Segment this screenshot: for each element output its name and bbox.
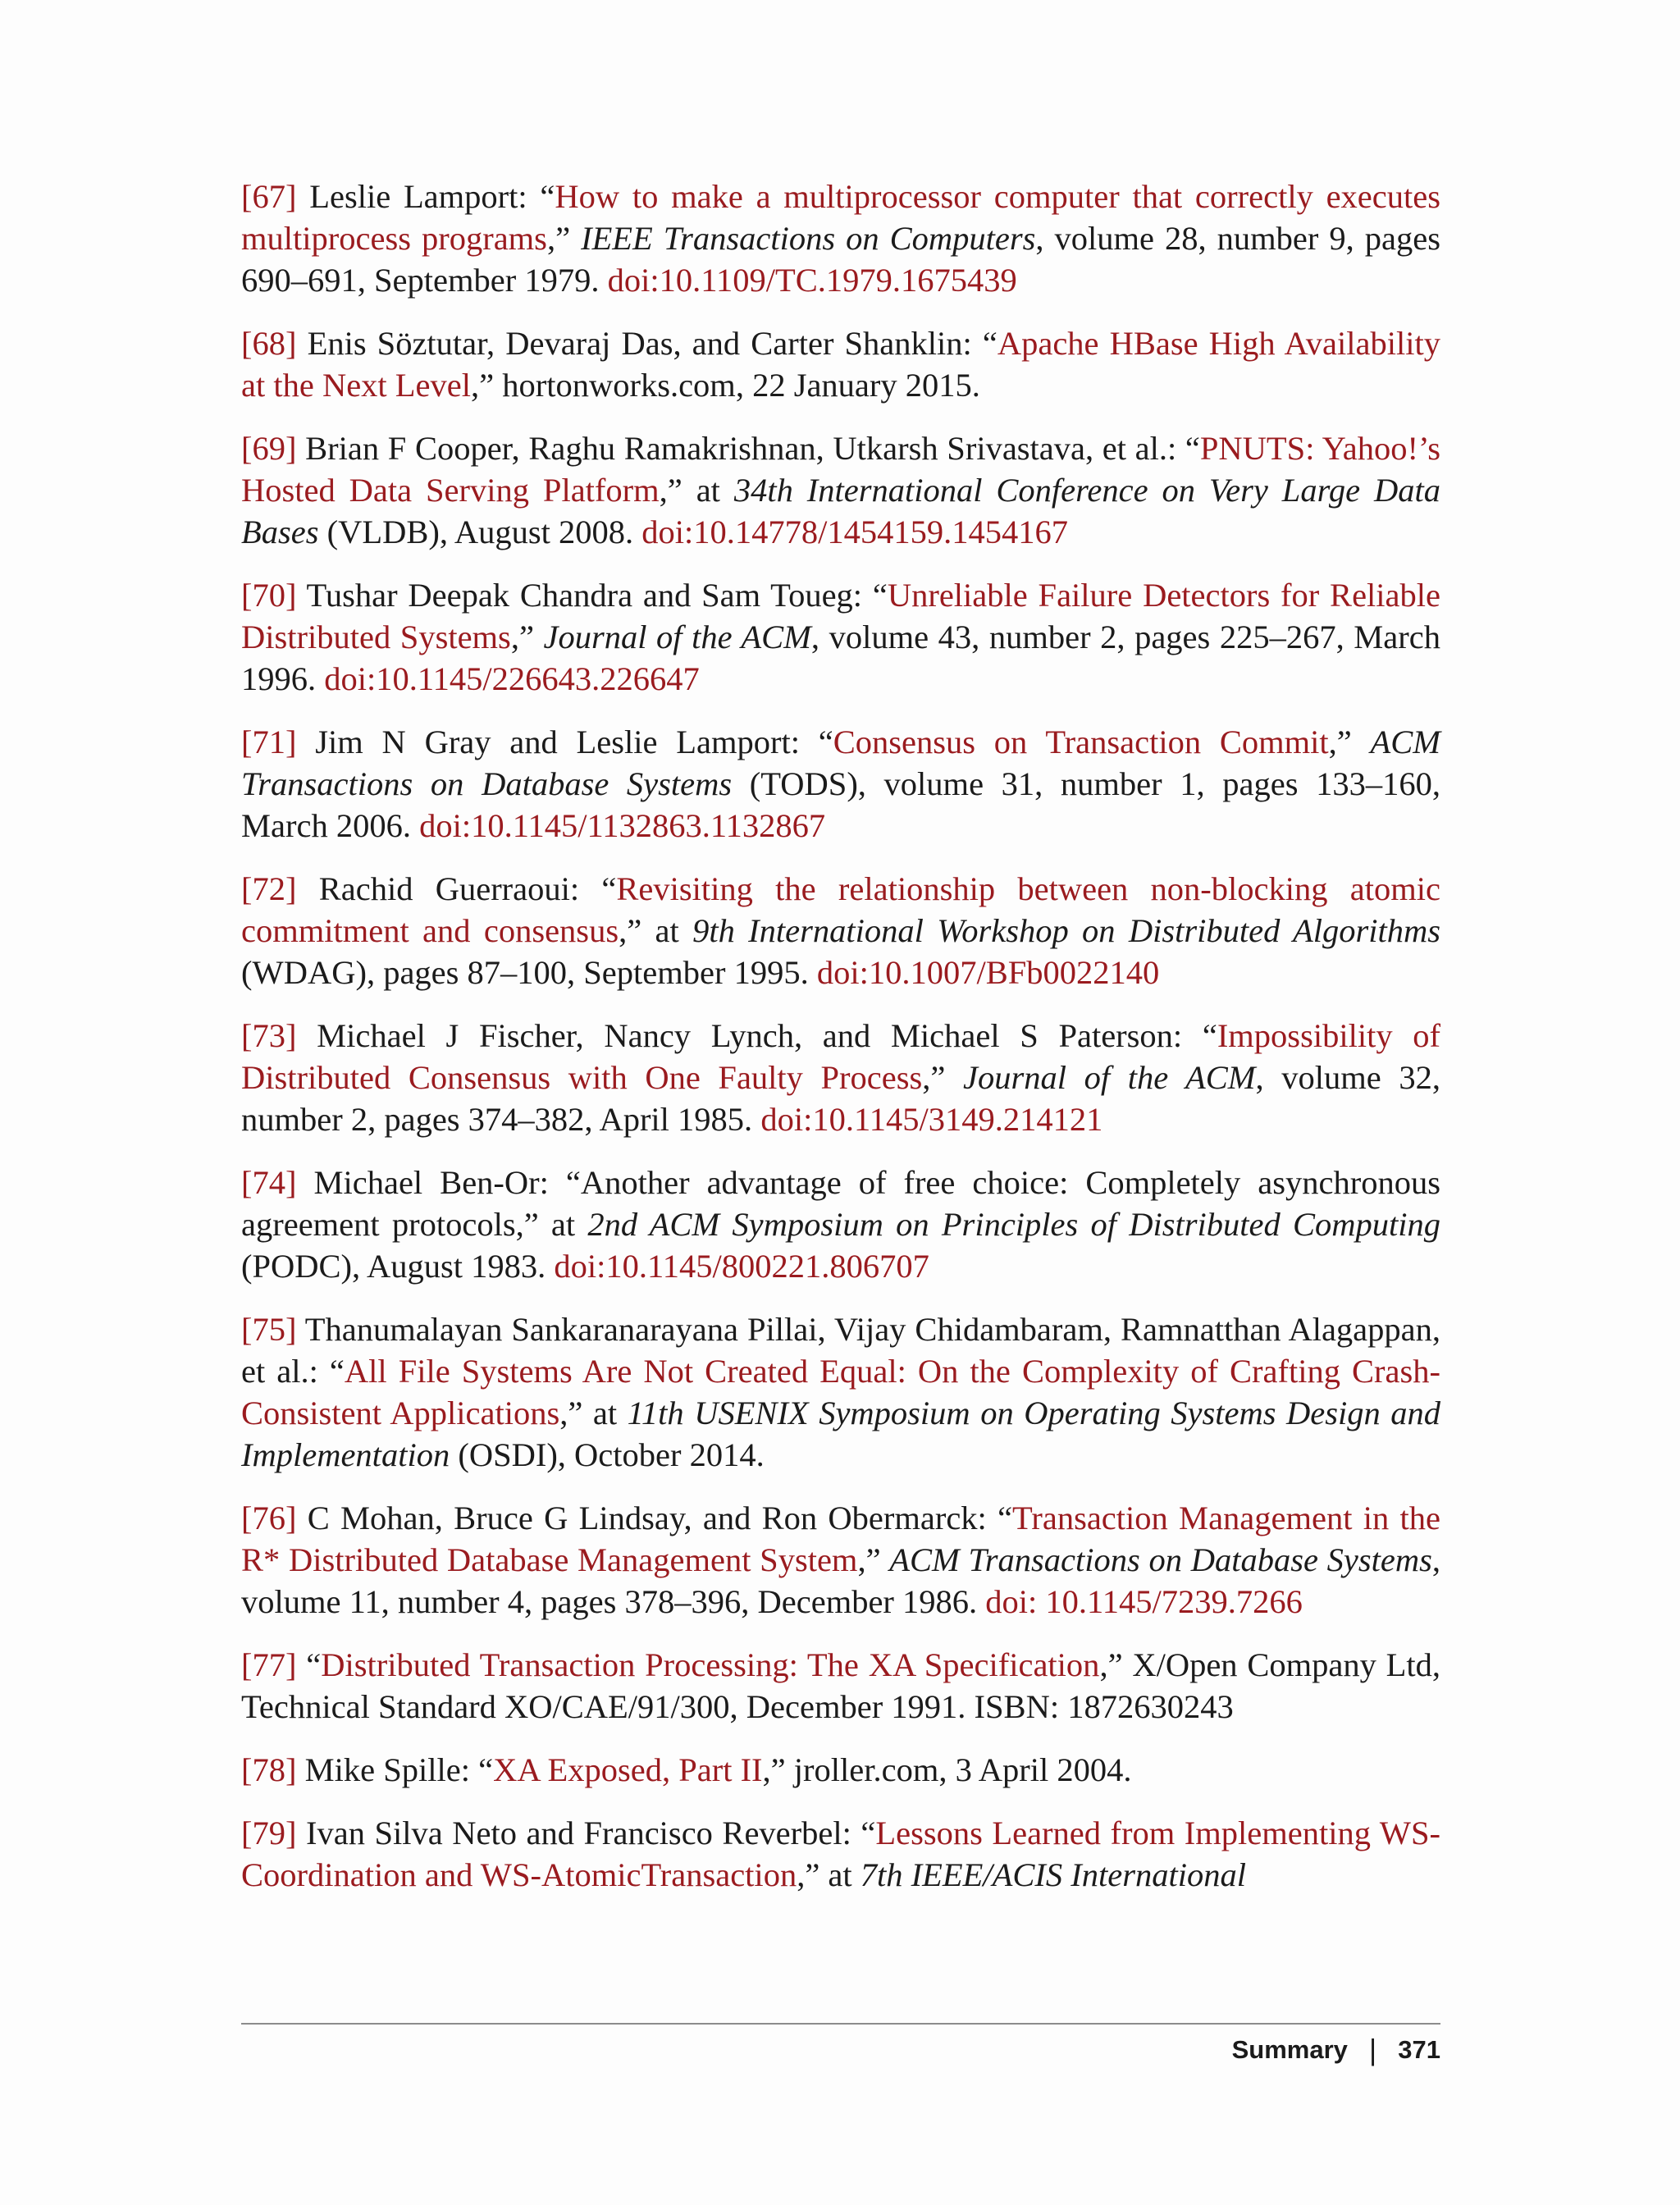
reference-entry (241, 1308, 1440, 1476)
reference-entry (241, 322, 1440, 406)
reference-text: Michael Ben-Or: “Another advantage of free choice: Completely asynchronous agreement protocols,” at (241, 1164, 1440, 1243)
reference-text: Ivan Silva Neto and Francisco Reverbel: “ (306, 1815, 876, 1851)
reference-text: ,” (857, 1541, 890, 1578)
footer-rule (241, 2023, 1440, 2025)
reference-number-link[interactable]: [72] (241, 870, 297, 907)
reference-entry (241, 1015, 1440, 1140)
reference-venue: 34th International Conference on Very Large Data Bases (241, 472, 1440, 550)
reference-number-link[interactable]: [68] (241, 325, 297, 362)
reference-venue: Journal of the ACM (543, 619, 811, 655)
reference-number-link[interactable]: [75] (241, 1311, 297, 1348)
reference-number-link[interactable]: [79] (241, 1815, 297, 1851)
reference-text: , volume 11, number 4, pages 378–396, December 1986. (241, 1541, 1441, 1620)
reference-link[interactable]: Transaction Management in the R* Distributed Database Management System (241, 1500, 1440, 1578)
reference-venue: ACM Transactions on Database Systems (889, 1541, 1432, 1578)
reference-link[interactable]: Lessons Learned from Implementing WS-Coordination and WS-AtomicTransaction (241, 1815, 1440, 1893)
reference-text: ,” hortonworks.com, 22 January 2015. (471, 367, 980, 404)
reference-entry (241, 1497, 1440, 1623)
reference-text: Mike Spille: “ (304, 1751, 494, 1788)
reference-link[interactable]: PNUTS: Yahoo!’s Hosted Data Serving Platform (241, 430, 1441, 509)
reference-list (241, 176, 1440, 1917)
reference-link[interactable]: Revisiting the relationship between non-blocking atomic commitment and consensus (241, 870, 1440, 949)
footer-separator: | (1368, 2033, 1377, 2066)
reference-link[interactable]: doi:10.14778/1454159.1454167 (641, 514, 1069, 550)
reference-entry (241, 574, 1440, 700)
reference-entry (241, 1812, 1440, 1896)
reference-text: C Mohan, Bruce G Lindsay, and Ron Obermarck: “ (307, 1500, 1013, 1536)
reference-text: ,” jroller.com, 3 April 2004. (762, 1751, 1132, 1788)
reference-entry (241, 1749, 1440, 1791)
reference-entry (241, 868, 1440, 993)
reference-text: ,” at (659, 472, 734, 509)
reference-text: Brian F Cooper, Raghu Ramakrishnan, Utkarsh Srivastava, et al.: “ (305, 430, 1200, 467)
reference-text: (OSDI), October 2014. (450, 1436, 765, 1473)
reference-venue: 9th International Workshop on Distributed Algorithms (692, 912, 1440, 949)
reference-number-link[interactable]: [77] (241, 1646, 297, 1683)
reference-text: (PODC), August 1983. (241, 1248, 555, 1285)
reference-venue: IEEE Transactions on Computers (581, 220, 1036, 257)
reference-link[interactable]: Unreliable Failure Detectors for Reliable Distributed Systems (241, 577, 1440, 655)
reference-number-link[interactable]: [67] (241, 178, 297, 215)
reference-link[interactable]: doi: 10.1145/7239.7266 (985, 1583, 1303, 1620)
reference-text: , volume 32, number 2, pages 374–382, April 1985. (241, 1059, 1440, 1138)
reference-text: ,” X/Open Company Ltd, Technical Standard XO/CAE/91/300, December 1991. ISBN: 1872630243 (241, 1646, 1441, 1725)
reference-text: Jim N Gray and Leslie Lamport: “ (315, 724, 833, 760)
reference-link[interactable]: Consensus on Transaction Commit (833, 724, 1329, 760)
reference-text: ,” at (559, 1395, 628, 1431)
reference-venue: Journal of the ACM (962, 1059, 1256, 1096)
reference-number-link[interactable]: [70] (241, 577, 297, 614)
reference-text: , volume 28, number 9, pages 690–691, September 1979. (241, 220, 1440, 299)
reference-link[interactable]: Impossibility of Distributed Consensus with One Faulty Process (241, 1017, 1440, 1096)
reference-number-link[interactable]: [74] (241, 1164, 297, 1201)
footer-section-title: Summary (1231, 2035, 1348, 2064)
reference-entry (241, 721, 1440, 847)
reference-text: ,” (1328, 724, 1371, 760)
reference-text: (WDAG), pages 87–100, September 1995. (241, 954, 817, 991)
reference-text: ,” at (619, 912, 693, 949)
reference-text: “ (306, 1646, 322, 1683)
reference-link[interactable]: doi:10.1145/226643.226647 (324, 660, 700, 697)
reference-link[interactable]: doi:10.1109/TC.1979.1675439 (607, 262, 1017, 299)
reference-number-link[interactable]: [69] (241, 430, 297, 467)
reference-text: Enis Söztutar, Devaraj Das, and Carter Shanklin: “ (307, 325, 998, 362)
reference-text: Michael J Fischer, Nancy Lynch, and Michael S Paterson: “ (317, 1017, 1217, 1054)
reference-link[interactable]: Distributed Transaction Processing: The XA Specification (321, 1646, 1100, 1683)
reference-venue: ACM Transactions on Database Systems (241, 724, 1441, 802)
reference-text: , volume 43, number 2, pages 225–267, March 1996. (241, 619, 1440, 697)
reference-text: Thanumalayan Sankaranarayana Pillai, Vijay Chidambaram, Ramnatthan Alagappan, et al.: “ (241, 1311, 1440, 1390)
reference-number-link[interactable]: [76] (241, 1500, 297, 1536)
reference-number-link[interactable]: [78] (241, 1751, 297, 1788)
reference-number-link[interactable]: [71] (241, 724, 297, 760)
reference-entry (241, 176, 1440, 301)
reference-text: (VLDB), August 2008. (318, 514, 642, 550)
reference-link[interactable]: doi:10.1007/BFb0022140 (816, 954, 1160, 991)
reference-text: Tushar Deepak Chandra and Sam Toueg: “ (306, 577, 888, 614)
reference-entry (241, 427, 1440, 553)
reference-link[interactable]: All File Systems Are Not Created Equal: On the Complexity of Crafting Crash-Consistent Applications (241, 1353, 1441, 1431)
reference-venue: 11th USENIX Symposium on Operating Systems Design and Implementation (241, 1395, 1440, 1473)
reference-number-link[interactable]: [73] (241, 1017, 297, 1054)
reference-link[interactable]: doi:10.1145/1132863.1132867 (419, 807, 826, 844)
page-number: 371 (1398, 2035, 1440, 2064)
reference-link[interactable]: doi:10.1145/3149.214121 (760, 1101, 1103, 1138)
reference-text: ,” (546, 220, 582, 257)
reference-link[interactable]: XA Exposed, Part II (493, 1751, 763, 1788)
reference-text: ,” at (797, 1856, 861, 1893)
reference-venue: 2nd ACM Symposium on Principles of Distributed Computing (587, 1206, 1441, 1243)
reference-text: Rachid Guerraoui: “ (318, 870, 617, 907)
reference-text: Leslie Lamport: “ (309, 178, 555, 215)
reference-link[interactable]: Apache HBase High Availability at the Next Level (241, 325, 1440, 404)
reference-link[interactable]: How to make a multiprocessor computer that correctly executes multiprocess programs (241, 178, 1440, 257)
reference-text: (TODS), volume 31, number 1, pages 133–160, March 2006. (241, 765, 1440, 844)
reference-entry (241, 1162, 1440, 1287)
reference-link[interactable]: doi:10.1145/800221.806707 (554, 1248, 929, 1285)
reference-venue: 7th IEEE/ACIS International (860, 1856, 1246, 1893)
reference-text: ,” (922, 1059, 963, 1096)
reference-entry (241, 1644, 1440, 1728)
page-footer (1232, 2033, 1440, 2067)
reference-text: ,” (510, 619, 544, 655)
